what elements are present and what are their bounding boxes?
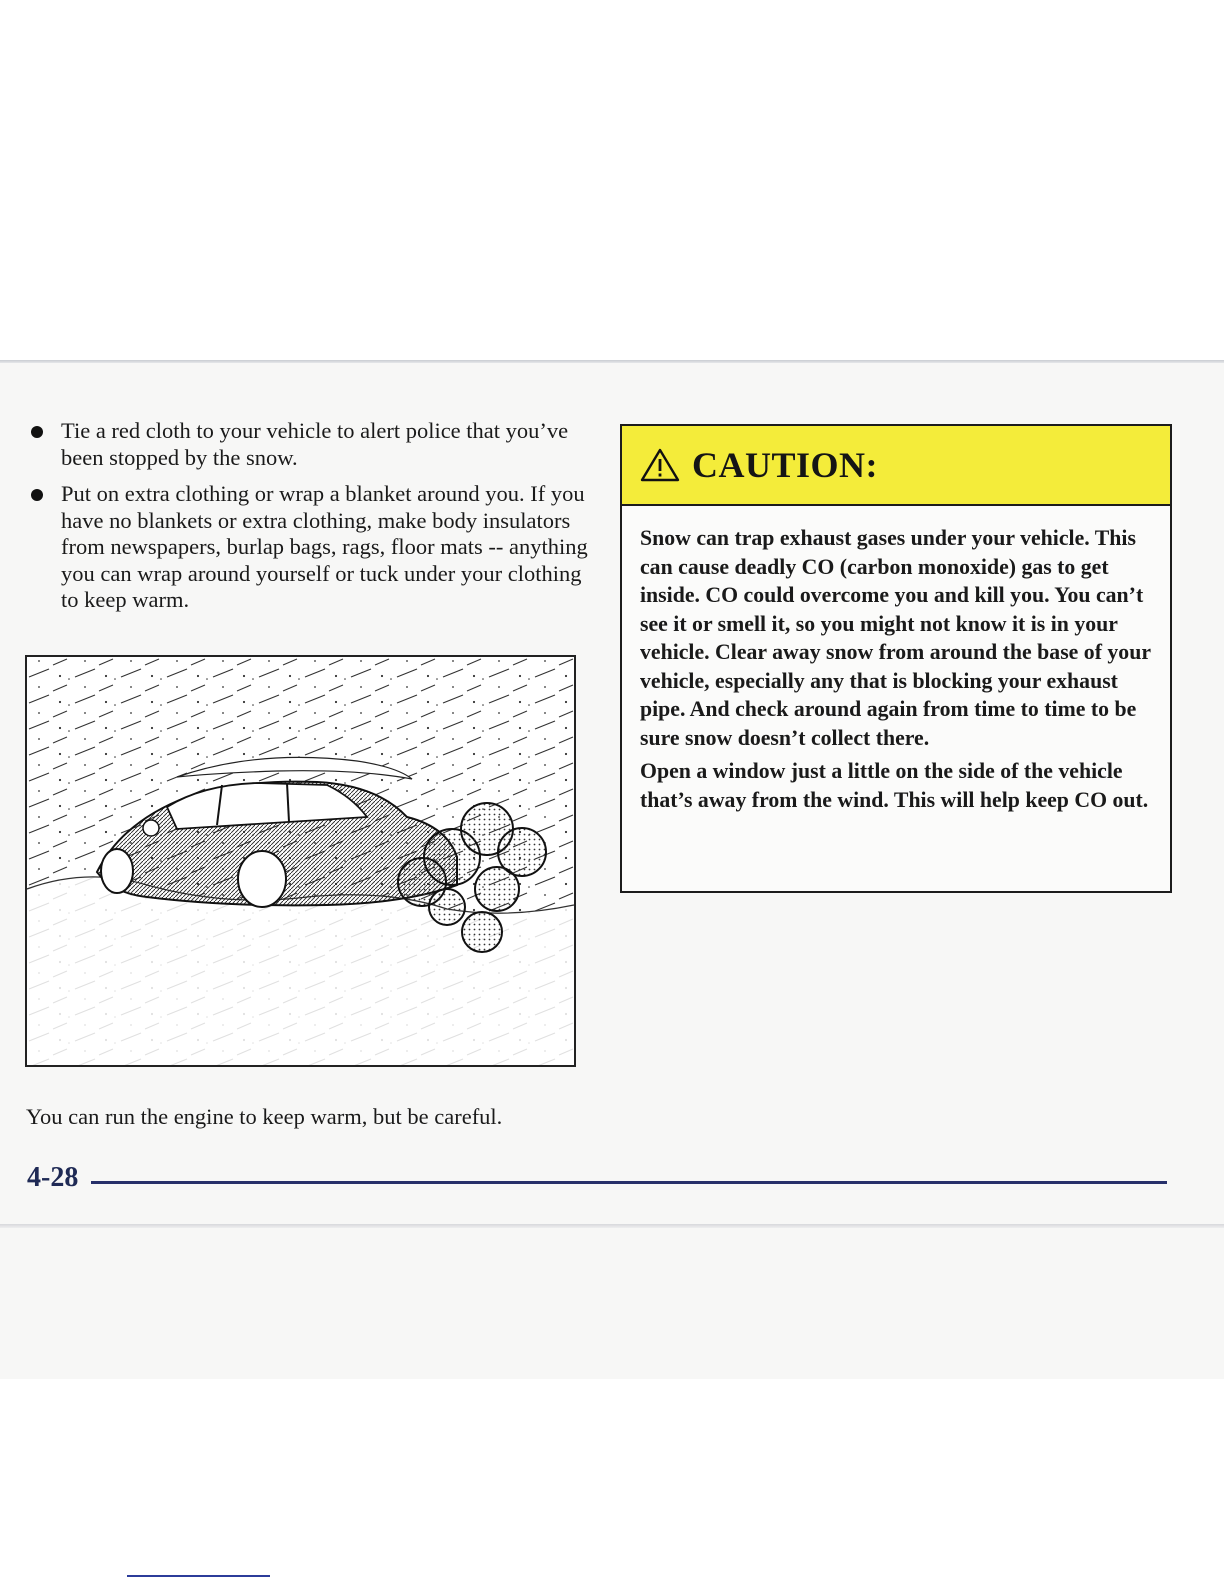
- caution-paragraph: Open a window just a little on the side of the vehicle that’s away from the wind. This will help keep CO out.: [640, 759, 1149, 812]
- bullet-text: Put on extra clothing or wrap a blanket around you. If you have no blankets or extra clothing, make body insulators from newspapers, burlap bags, rags, floor mats -- anything you can wrap around yourself or tuck under your clothing to keep warm.: [61, 481, 588, 612]
- snow-scene-drawing: [27, 657, 574, 1065]
- list-item: [28, 418, 588, 471]
- bullet-text: Tie a red cloth to your vehicle to alert police that you’ve been stopped by the snow.: [61, 418, 569, 470]
- caution-box: [620, 424, 1172, 893]
- caution-body: [622, 506, 1170, 814]
- caution-paragraph: Snow can trap exhaust gases under your vehicle. This can cause deadly CO (carbon monoxide) gas to get inside. CO could overcome you and kill you. You can’t see it or smell it, so you might not know it is in your vehicle. Clear away snow from around the base of your vehicle, especially any that is blocking your exhaust pipe. And check around again from time to time to be sure snow doesn’t collect there.: [640, 526, 1151, 750]
- footer-rule: [91, 1181, 1167, 1184]
- page-number: 4-28: [27, 1162, 79, 1193]
- bottom-link-underline: [127, 1575, 270, 1577]
- snowbound-car-illustration: [25, 655, 576, 1067]
- bullet-dot-icon: [31, 489, 43, 501]
- closing-text: You can run the engine to keep warm, but be careful.: [26, 1104, 503, 1129]
- caution-title: CAUTION:: [692, 445, 879, 485]
- list-item: [28, 481, 588, 614]
- bullet-dot-icon: [31, 426, 43, 438]
- tips-list: [28, 418, 588, 624]
- warning-triangle-icon: [640, 448, 680, 482]
- bottom-divider: [0, 1224, 1224, 1228]
- caution-header: [622, 426, 1170, 506]
- top-divider: [0, 360, 1224, 363]
